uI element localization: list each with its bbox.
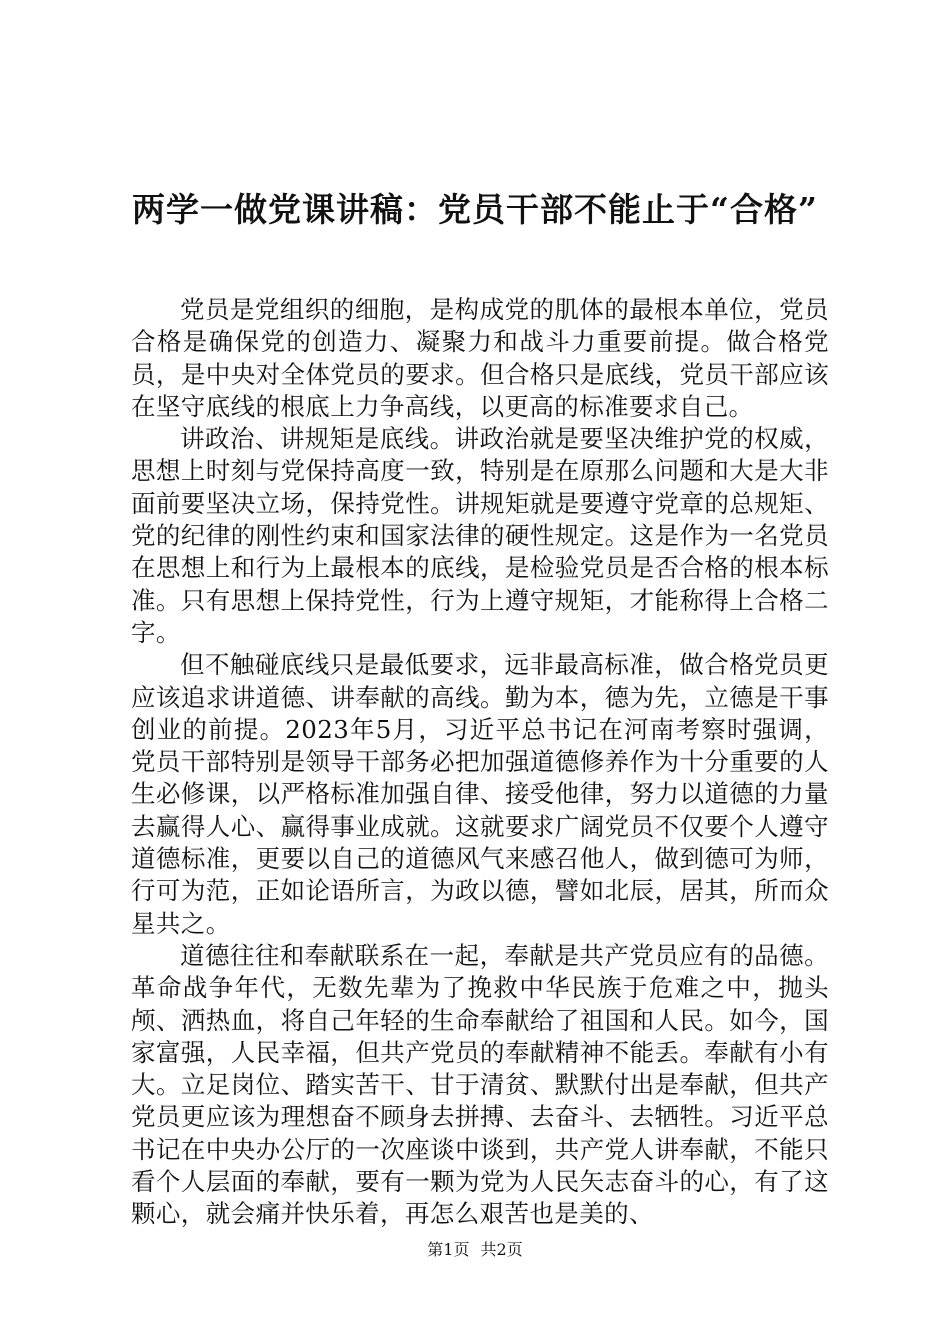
page-number: 第1页 — [427, 1240, 470, 1259]
document-title: 两学一做党课讲稿：党员干部不能止于“合格” — [132, 190, 818, 229]
document-body — [131, 294, 829, 1231]
paragraph: 党员是党组织的细胞，是构成党的肌体的最根本单位，党员合格是确保党的创造力、凝聚力和战斗力重要前提。做合格党员，是中央对全体党员的要求。但合格只是底线，党员干部应该在坚守底线的根底上力争高线，以更高的标准要求自己。 — [131, 295, 829, 421]
paragraph: 讲政治、讲规矩是底线。讲政治就是要坚决维护党的权威，思想上时刻与党保持高度一致，特别是在原那么问题和大是大非面前要坚决立场，保持党性。讲规矩就是要遵守党章的总规矩、党的纪律的刚性约束和国家法律的硬性规定。这是作为一名党员在思想上和行为上最根本的底线，是检验党员是否合格的根本标准。只有思想上保持党性，行为上遵守规矩，才能称得上合格二字。 — [131, 424, 829, 647]
page-footer — [0, 1240, 950, 1260]
paragraph: 但不触碰底线只是最低要求，远非最高标准，做合格党员更应该追求讲道德、讲奉献的高线。勤为本，德为先，立德是干事创业的前提。2023年5月，习近平总书记在河南考察时强调，党员干部特别是领导干部务必把加强道德修养作为十分重要的人生必修课，以严格标准加强自律、接受他律，努力以道德的力量去赢得人心、赢得事业成就。这就要求广阔党员不仅要个人遵守道德标准，更要以自己的道德风气来感召他人，做到德可为师，行可为范，正如论语所言，为政以德，譬如北辰，居其，所而众星共之。 — [131, 650, 829, 938]
paragraph: 道德往往和奉献联系在一起，奉献是共产党员应有的品德。革命战争年代，无数先辈为了挽救中华民族于危难之中，抛头颅、洒热血，将自己年轻的生命奉献给了祖国和人民。如今，国家富强，人民幸福，但共产党员的奉献精神不能丢。奉献有小有大。立足岗位、踏实苦干、甘于清贫、默默付出是奉献，但共产党员更应该为理想奋不顾身去拼搏、去奋斗、去牺牲。习近平总书记在中央办公厅的一次座谈中谈到，共产党人讲奉献，不能只看个人层面的奉献，要有一颗为党为人民矢志奋斗的心，有了这颗心，就会痛并快乐着，再怎么艰苦也是美的、 — [131, 940, 829, 1229]
page-total: 共2页 — [480, 1240, 523, 1259]
